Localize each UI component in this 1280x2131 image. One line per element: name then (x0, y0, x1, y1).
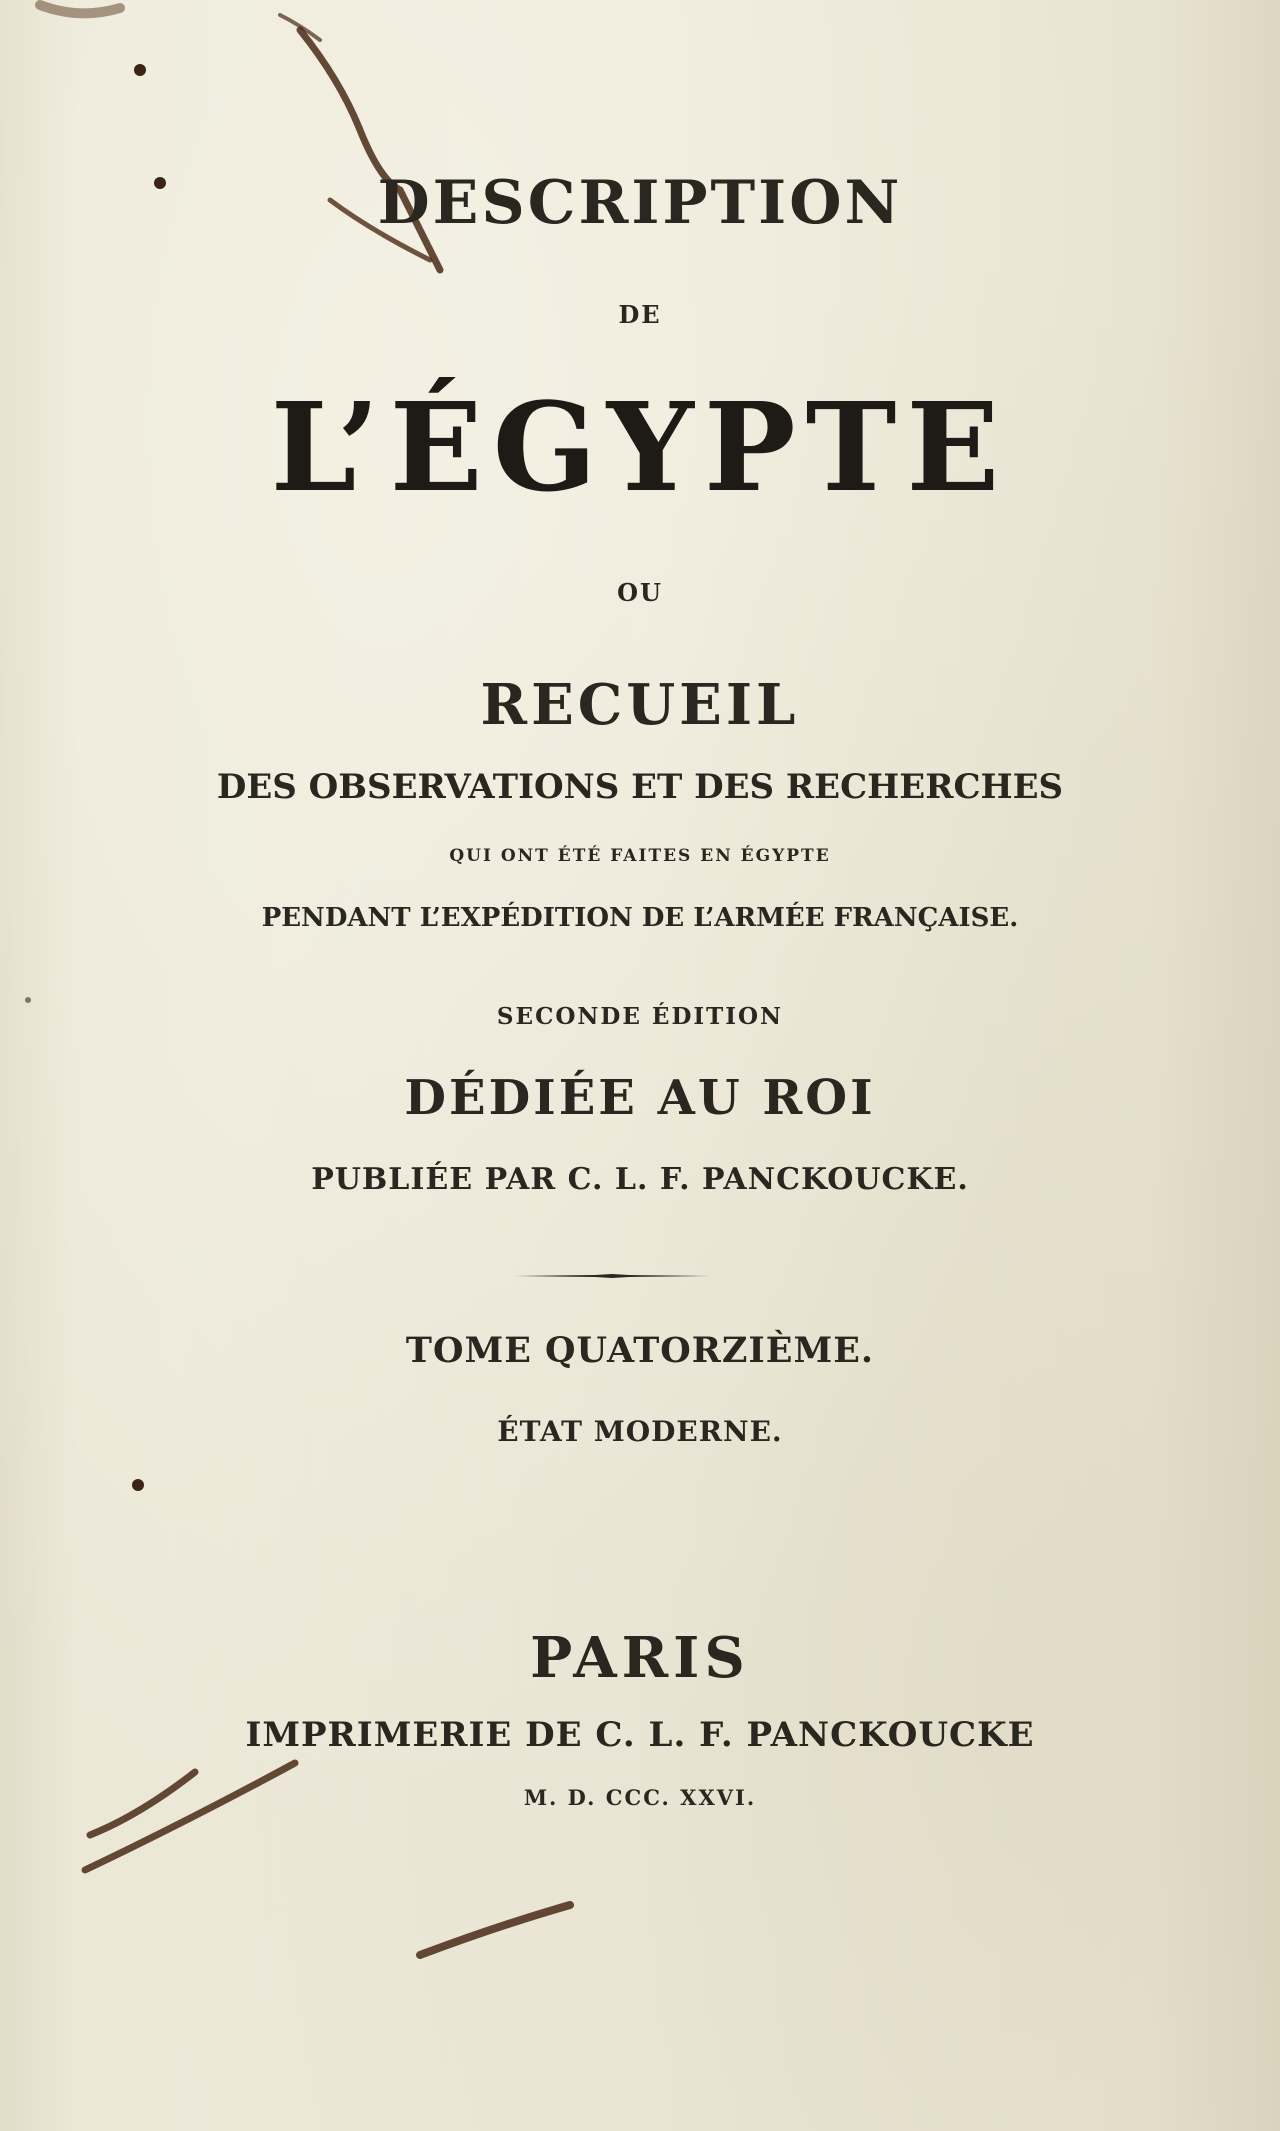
subtitle-observations: DES OBSERVATIONS ET DES RECHERCHES (216, 767, 1064, 807)
volume-line: TOME QUATORZIÈME. (405, 1330, 875, 1371)
edition-line: SECONDE ÉDITION (496, 1003, 784, 1030)
heading-description: DESCRIPTION (377, 168, 903, 238)
dedication-line: DÉDIÉE AU ROI (404, 1070, 876, 1126)
publisher-line: PUBLIÉE PAR C. L. F. PANCKOUCKE. (311, 1162, 969, 1197)
city-line: PARIS (530, 1625, 750, 1691)
main-title-egypte: L’ÉGYPTE (270, 375, 1010, 519)
printer-line: IMPRIMERIE DE C. L. F. PANCKOUCKE (245, 1715, 1035, 1755)
heading-de: DE (618, 300, 662, 329)
year-line: M. D. CCC. XXVI. (523, 1785, 757, 1810)
word-ou: OU (617, 578, 663, 607)
subtitle-faites: QUI ONT ÉTÉ FAITES EN ÉGYPTE (449, 846, 831, 866)
subtitle-pendant: PENDANT L’EXPÉDITION DE L’ARMÉE FRANÇAISE. (261, 903, 1019, 933)
subtitle-recueil: RECUEIL (480, 672, 800, 738)
section-line: ÉTAT MODERNE. (497, 1415, 783, 1448)
ornamental-rule (515, 1263, 710, 1267)
